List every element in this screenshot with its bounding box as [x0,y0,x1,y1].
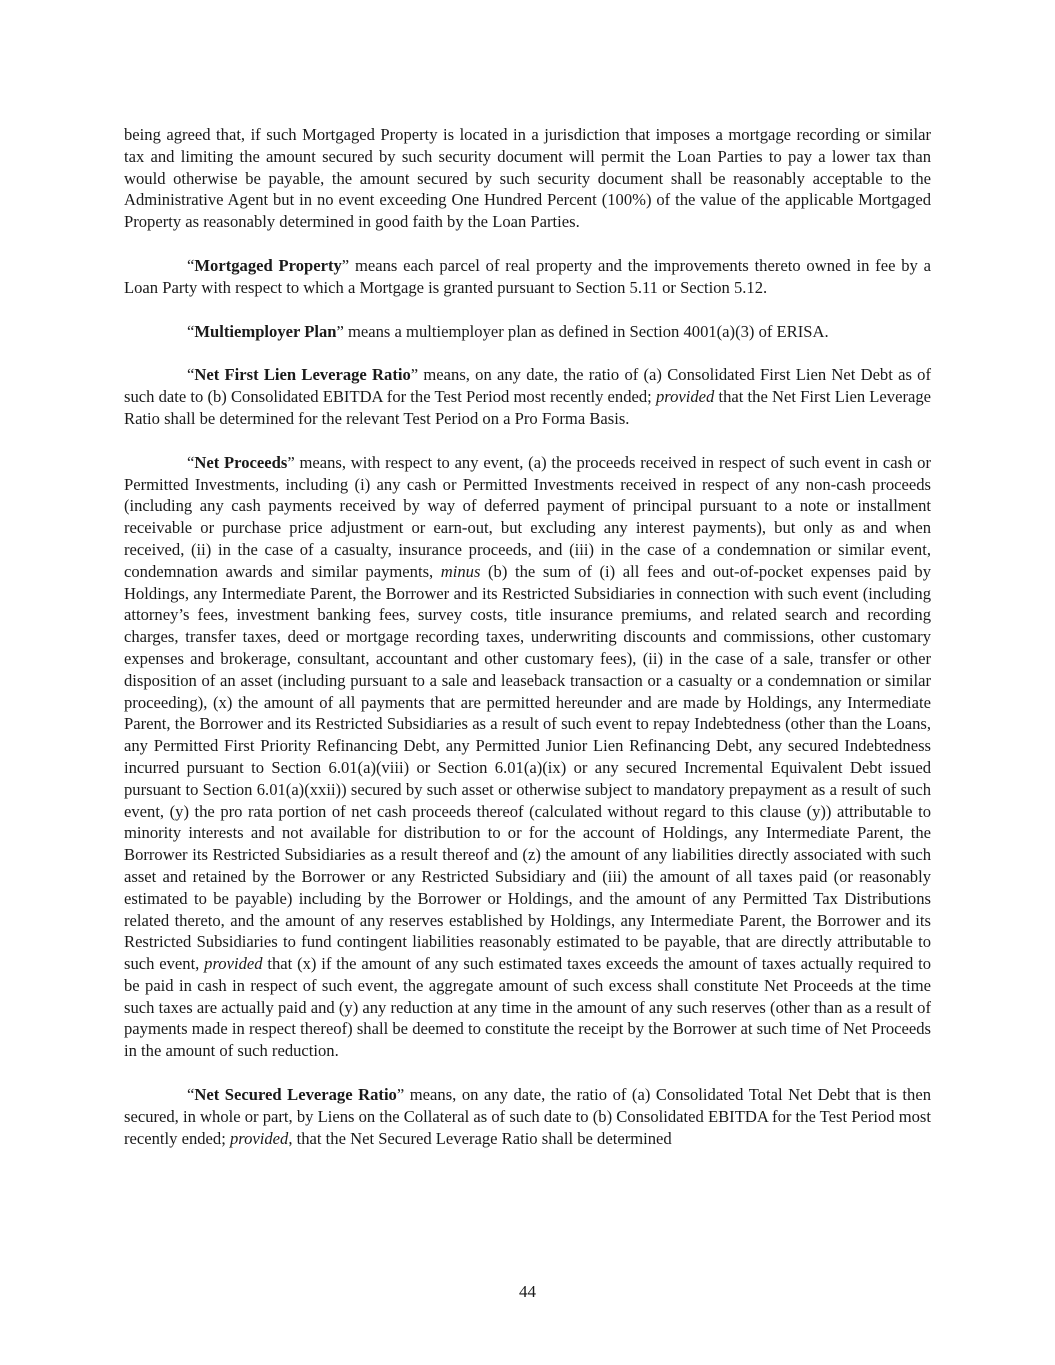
definition-net-first-lien-leverage-ratio: “Net First Lien Leverage Ratio” means, on any date, the ratio of (a) Consolidated First Lien Net Debt as of such date to (b) Consolidated EBITDA for the Test Period most recently ended; provided that the Net First Lien Leverage Ratio shall be determined for the relevant Test Period on a Pro Forma Basis. [124,365,931,428]
italic-word: minus [440,561,481,581]
definition-text: that the Net First Lien Leverage Ratio shall be determined for the relevant Test Period on a Pro Forma Basis. [124,387,931,428]
definition-text: ” means, on any date, the ratio of (a) Consolidated First Lien Net Debt as of such date to (b) Consolidated EBITDA for the Test Period most recently ended; [124,365,931,407]
definition-text: ” means, with respect to any event, (a) the proceeds received in respect of such event in cash or Permitted Investments, including (i) any cash or Permitted Investments received in respect of any non-cash proceeds (including any cash payments received by way of deferred payment of principal pursuant to a note or installment receivable or purchase price adjustment or earn-out, but excluding any interest payments), but only as and when received, (ii) in the case of a casualty, insurance proceeds, and (iii) in the case of a condemnation or similar event, condemnation awards and similar payments, [124,452,931,581]
definition-net-secured-leverage-ratio: “Net Secured Leverage Ratio” means, on any date, the ratio of (a) Consolidated Total Net Debt that is then secured, in whole or part, by Liens on the Collateral as of such date to (b) Consolidated EBITDA for the Test Period most recently ended; provided, that the Net Secured Leverage Ratio shall be determined [124,1085,931,1148]
page-number: 44 [519,1282,536,1301]
italic-word: provided [655,387,715,407]
defined-term: Net Secured Leverage Ratio [194,1085,397,1105]
continuation-paragraph: being agreed that, if such Mortgaged Property is located in a jurisdiction that imposes a mortgage recording or similar tax and limiting the amount secured by such security document will permit the Loan Parties to pay a lower tax than would otherwise be payable, the amount secured by such security document shall be reasonably acceptable to the Administrative Agent but in no event exceeding One Hundred Percent (100%) of the value of the applicable Mortgaged Property as reasonably determined in good faith by the Loan Parties. [124,125,931,232]
definition-text: , that the Net Secured Leverage Ratio shall be determined [288,1128,672,1148]
document-page [124,124,931,1149]
definition-text: ” means, on any date, the ratio of (a) Consolidated Total Net Debt that is then secured, in whole or part, by Liens on the Collateral as of such date to (b) Consolidated EBITDA for the Test Period most recently ended; [124,1085,931,1148]
definition-mortgaged-property: “Mortgaged Property” means each parcel of real property and the improvements thereto owned in fee by a Loan Party with respect to which a Mortgage is granted pursuant to Section 5.11 or Section 5.12. [124,255,932,297]
defined-term: Mortgaged Property [194,255,342,275]
defined-term: Net Proceeds [194,452,288,472]
definition-text: (b) the sum of (i) all fees and out-of-pocket expenses paid by Holdings, any Intermediate Parent, the Borrower and its Restricted Subsidiaries in connection with such event (including attorney’s fees, investment banking fees, survey costs, title insurance premiums, and related search and recording charges, transfer taxes, deed or mortgage recording taxes, underwriting discounts and commissions, other customary expenses and brokerage, consultant, accountant and other customary fees), (ii) in the case of a sale, transfer or other disposition of an asset (including pursuant to a sale and leaseback transaction or a casualty or a condemnation or similar proceeding), (x) the amount of all payments that are permitted hereunder and are made by Holdings, any Intermediate Parent, the Borrower and its Restricted Subsidiaries as a result of such event to repay Indebtedness (other than the Loans, any Permitted First Priority Refinancing Debt, any Permitted Junior Lien Refinancing Debt, any secured Indebtedness incurred pursuant to Section 6.01(a)(viii) or Section 6.01(a)(ix) or any secured Incremental Equivalent Debt issued pursuant to Section 6.01(a)(xxii)) secured by such asset or otherwise subject to mandatory prepayment as a result of such event, (y) the pro rata portion of net cash proceeds thereof (calculated without regard to this clause (y)) attributable to minority interests and not available for distribution to or for the account of Holdings, any Intermediate Parent, the Borrower its Restricted Subsidiaries as a result thereof and (z) the amount of any liabilities directly associated with such asset and retained by the Borrower or any Restricted Subsidiary and (iii) the amount of all taxes paid (or reasonably estimated to be payable) including by the Borrower or Holdings, and the amount of any Permitted Tax Distributions related thereto, and the amount of any reserves established by Holdings, any Intermediate Parent, the Borrower and its Restricted Subsidiaries to fund contingent liabilities reasonably estimated to be payable, that are directly attributable to such event, [124,561,932,974]
definition-text: ” means a multiemployer plan as defined in Section 4001(a)(3) of ERISA. [336,321,829,341]
definition-net-proceeds: “Net Proceeds” means, with respect to any event, (a) the proceeds received in respect of such event in cash or Permitted Investments, including (i) any cash or Permitted Investments received in respect of any non-cash proceeds (including any cash payments received by way of deferred payment of principal pursuant to a note or installment receivable or purchase price adjustment or earn-out, but excluding any interest payments), but only as and when received, (ii) in the case of a casualty, insurance proceeds, and (iii) in the case of a condemnation or similar event, condemnation awards and similar payments, minus (b) the sum of (i) all fees and out-of-pocket expenses paid by Holdings, any Intermediate Parent, the Borrower and its Restricted Subsidiaries in connection with such event (including attorney’s fees, investment banking fees, survey costs, title insurance premiums, and related search and recording charges, transfer taxes, deed or mortgage recording taxes, underwriting discounts and commissions, other customary expenses and brokerage, consultant, accountant and other customary fees), (ii) in the case of a sale, transfer or other disposition of an asset (including pursuant to a sale and leaseback transaction or a casualty or a condemnation or similar proceeding), (x) the amount of all payments that are permitted hereunder and are made by Holdings, any Intermediate Parent, the Borrower and its Restricted Subsidiaries as a result of such event to repay Indebtedness (other than the Loans, any Permitted First Priority Refinancing Debt, any Permitted Junior Lien Refinancing Debt, any secured Indebtedness incurred pursuant to Section 6.01(a)(viii) or Section 6.01(a)(ix) or any secured Incremental Equivalent Debt issued pursuant to Section 6.01(a)(xxii)) secured by such asset or otherwise subject to mandatory prepayment as a result of such event, (y) the pro rata portion of net cash proceeds thereof (calculated without regard to this clause (y)) attributable to minority interests and not available for distribution to or for the account of Holdings, any Intermediate Parent, the Borrower its Restricted Subsidiaries as a result thereof and (z) the amount of any liabilities directly associated with such asset and retained by the Borrower or any Restricted Subsidiary and (iii) the amount of all taxes paid (or reasonably estimated to be payable) including by the Borrower or Holdings, and the amount of any Permitted Tax Distributions related thereto, and the amount of any reserves established by Holdings, any Intermediate Parent, the Borrower and its Restricted Subsidiaries to fund contingent liabilities reasonably estimated to be payable, that are directly attributable to such event, provided that (x) if the amount of any such estimated taxes exceeds the amount of taxes actually required to be paid in cash in respect of such event, the aggregate amount of such excess shall constitute Net Proceeds at the time such taxes are actually paid and (y) any reduction at any time in the amount of any such reserves (other than as a result of payments made in respect thereof) shall be deemed to constitute the receipt by the Borrower at such time of Net Proceeds in the amount of such reduction. [124,452,932,1061]
definition-text: ” means each parcel of real property and the improvements thereto owned in fee by a Loan Party with respect to which a Mortgage is granted pursuant to Section 5.11 or Section 5.12. [124,255,932,297]
definition-multiemployer-plan: “Multiemployer Plan” means a multiemployer plan as defined in Section 4001(a)(3) of ERISA. [187,321,829,341]
defined-term: Net First Lien Leverage Ratio [194,365,411,385]
italic-word: provided [204,954,263,974]
italic-word: provided [229,1128,289,1148]
definition-text: that (x) if the amount of any such estimated taxes exceeds the amount of taxes actually required to be paid in cash in respect of such event, the aggregate amount of such excess shall constitute Net Proceeds at the time such taxes are actually paid and (y) any reduction at any time in the amount of any such reserves (other than as a result of payments made in respect thereof) shall be deemed to constitute the receipt by the Borrower at such time of Net Proceeds in the amount of such reduction. [124,954,932,1061]
defined-term: Multiemployer Plan [194,321,337,341]
